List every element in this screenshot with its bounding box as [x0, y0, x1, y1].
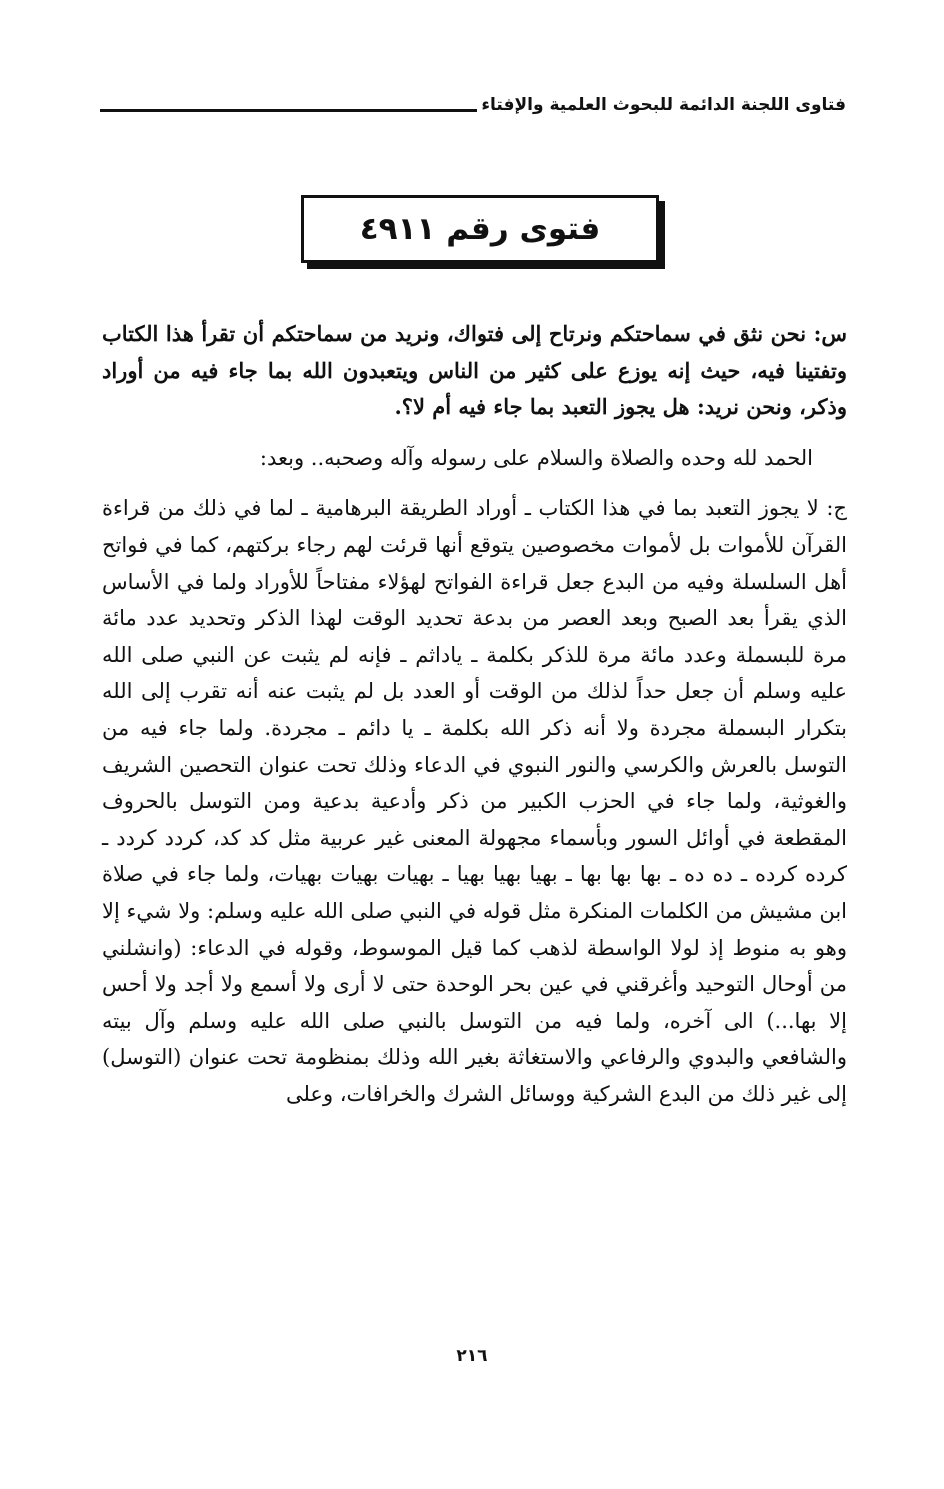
running-header	[100, 86, 846, 116]
body-text	[102, 316, 847, 1112]
page-number: ٢١٦	[456, 1346, 488, 1366]
header-rule	[100, 109, 477, 112]
answer-paragraph: ج: لا يجوز التعبد بما في هذا الكتاب ـ أوراد الطريقة البرهامية ـ لما في ذلك من قراءة القرآن للأموات بل لأموات مخصوصين يتوقع أنها قرئت لهم رجاء بركتهم، كما في فواتح أهل السلسلة وفيه من البدع جعل قراءة الفواتح لهؤلاء مفتاحاً للأوراد ولما في الأساس الذي يقرأ بعد الصبح وبعد العصر من بدعة تحديد الوقت لهذا الذكر وتحديد عدد مائة مرة للبسملة وعدد مائة مرة للذكر بكلمة ـ ياداثم ـ فإنه لم يثبت عن النبي صلى الله عليه وسلم أن جعل حداً لذلك من الوقت أو العدد بل لم يثبت عنه أنه تقرب إلى الله بتكرار البسملة مجردة ولا أنه ذكر الله بكلمة ـ يا دائم ـ مجردة. ولما جاء فيه من التوسل بالعرش والكرسي والنور النبوي في الدعاء وذلك تحت عنوان التحصين الشريف والغوثية، ولما جاء في الحزب الكبير من ذكر وأدعية بدعية ومن التوسل بالحروف المقطعة في أوائل السور وبأسماء مجهولة المعنى غير عربية مثل كد كد، كردد كردد ـ كرده كرده ـ ده ده ـ بها بها بها ـ بهيا بهيا بهيا ـ بهيات بهيات بهيات، ولما جاء في صلاة ابن مشيش من الكلمات المنكرة مثل قوله في النبي صلى الله عليه وسلم: ولا شيء إلا وهو به منوط إذ لولا الواسطة لذهب كما قيل الموسوط، وقوله في الدعاء: (وانشلني من أوحال التوحيد وأغرقني في عين بحر الوحدة حتى لا أرى ولا أسمع ولا أجد ولا أحس إلا بها...) الى آخره، ولما فيه من التوسل بالنبي صلى الله عليه وسلم وآل بيته والشافعي والبدوي والرفاعي والاستغاثة بغير الله وذلك بمنظومة تحت عنوان (التوسل) إلى غير ذلك من البدع الشركية ووسائل الشرك والخرافات، وعلى	[102, 496, 847, 1106]
running-header-title: فتاوى اللجنة الدائمة للبحوث العلمية والإفتاء	[481, 95, 846, 115]
fatwa-title: فتوى رقم ٤٩١١	[359, 211, 601, 247]
fatwa-title-box	[301, 195, 659, 263]
praise-paragraph: الحمد لله وحده والصلاة والسلام على رسوله وآله وصحبه.. وبعد:	[259, 445, 813, 470]
question-paragraph: س: نحن نثق في سماحتكم ونرتاح إلى فتواك، ونريد من سماحتكم أن تقرأ هذا الكتاب وتفتينا فيه، حيث إنه يوزع على كثير من الناس ويتعبدون الله بما جاء فيه من أوراد وذكر، ونحن نريد: هل يجوز التعبد بما جاء فيه أم لا؟.	[102, 321, 847, 420]
